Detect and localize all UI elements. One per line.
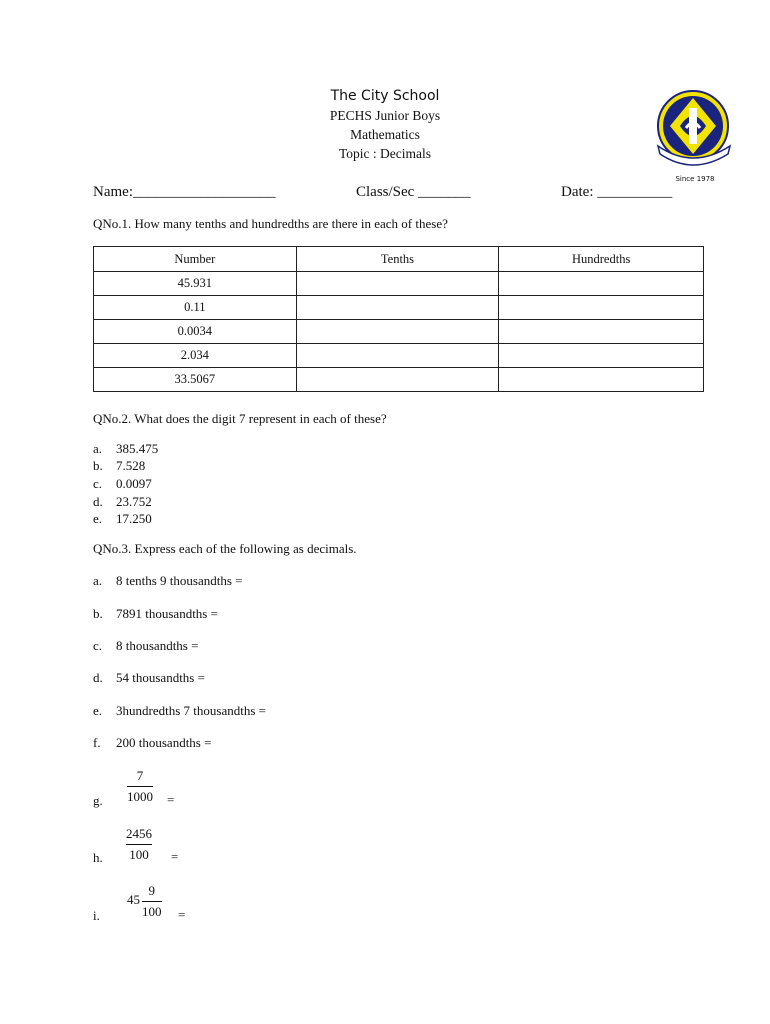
list-item: 200 thousandths =: [116, 735, 212, 750]
denominator: 1000: [127, 789, 153, 804]
table-row: [94, 344, 704, 368]
hundredths-cell[interactable]: [499, 344, 704, 368]
name-field: Name:___________________: [93, 184, 276, 200]
subject-name: Mathematics: [350, 127, 420, 142]
number-cell: 2.034: [94, 344, 297, 368]
table-row: [94, 296, 704, 320]
q2-prompt: QNo.2. What does the digit 7 represent in each of these?: [93, 411, 387, 426]
list-letter: c.: [93, 476, 103, 491]
list-letter: g.: [93, 793, 103, 808]
table-row: [94, 272, 704, 296]
whole-number: 45: [127, 892, 140, 907]
class-field: Class/Sec _______: [356, 184, 471, 200]
equals-sign: =: [171, 849, 179, 864]
list-letter: a.: [93, 573, 103, 588]
list-letter: a.: [93, 441, 103, 456]
list-letter: f.: [93, 735, 101, 750]
branch-name: PECHS Junior Boys: [329, 108, 441, 123]
list-item: 0.0097: [116, 476, 152, 491]
number-cell: 45.931: [94, 272, 297, 296]
numerator: 2456: [126, 826, 152, 841]
hundredths-cell[interactable]: [499, 320, 704, 344]
list-letter: h.: [93, 850, 103, 865]
list-item: 17.250: [116, 511, 152, 526]
list-letter: d.: [93, 670, 103, 685]
table-header-row: [94, 247, 704, 272]
list-item: 7891 thousandths =: [116, 606, 218, 621]
fraction: [142, 883, 162, 920]
denominator: 100: [129, 847, 149, 862]
q3-prompt: QNo.3. Express each of the following as decimals.: [93, 541, 357, 556]
hundredths-cell[interactable]: [499, 272, 704, 296]
school-title: The City School: [330, 88, 440, 104]
list-item: 8 tenths 9 thousandths =: [116, 573, 243, 588]
fraction-bar: [126, 844, 152, 845]
hundredths-cell[interactable]: [499, 296, 704, 320]
column-header: Tenths: [296, 247, 499, 272]
hundredths-cell[interactable]: [499, 368, 704, 392]
list-letter: b.: [93, 458, 103, 473]
list-item: 8 thousandths =: [116, 638, 199, 653]
denominator: 100: [142, 904, 162, 919]
topic-name: Topic : Decimals: [338, 146, 432, 161]
list-item: 54 thousandths =: [116, 670, 205, 685]
list-letter: c.: [93, 638, 103, 653]
tenths-cell[interactable]: [296, 272, 499, 296]
school-logo: [656, 88, 734, 184]
list-letter: i.: [93, 908, 100, 923]
number-cell: 33.5067: [94, 368, 297, 392]
fraction-bar: [142, 901, 162, 902]
list-letter: e.: [93, 511, 103, 526]
tenths-cell[interactable]: [296, 368, 499, 392]
list-item: 7.528: [116, 458, 146, 473]
fraction: [127, 768, 153, 805]
list-letter: b.: [93, 606, 103, 621]
list-letter: d.: [93, 494, 103, 509]
tenths-cell[interactable]: [296, 344, 499, 368]
numerator: 9: [148, 883, 155, 898]
table-row: [94, 368, 704, 392]
list-item: 3hundredths 7 thousandths =: [116, 703, 266, 718]
fraction-bar: [127, 786, 153, 787]
date-field: Date: __________: [561, 184, 673, 200]
numerator: 7: [136, 768, 144, 783]
tenths-cell[interactable]: [296, 296, 499, 320]
column-header: Number: [94, 247, 297, 272]
column-header: Hundredths: [499, 247, 704, 272]
equals-sign: =: [167, 792, 175, 807]
equals-sign: =: [178, 907, 186, 922]
q1-prompt: QNo.1. How many tenths and hundredths are there in each of these?: [93, 216, 448, 231]
list-letter: e.: [93, 703, 103, 718]
fraction: [126, 826, 152, 863]
list-item: 23.752: [116, 494, 152, 509]
q1-table: [93, 246, 704, 392]
number-cell: 0.0034: [94, 320, 297, 344]
number-cell: 0.11: [94, 296, 297, 320]
list-item: 385.475: [116, 441, 159, 456]
tenths-cell[interactable]: [296, 320, 499, 344]
table-row: [94, 320, 704, 344]
logo-caption: Since 1978: [675, 175, 715, 183]
